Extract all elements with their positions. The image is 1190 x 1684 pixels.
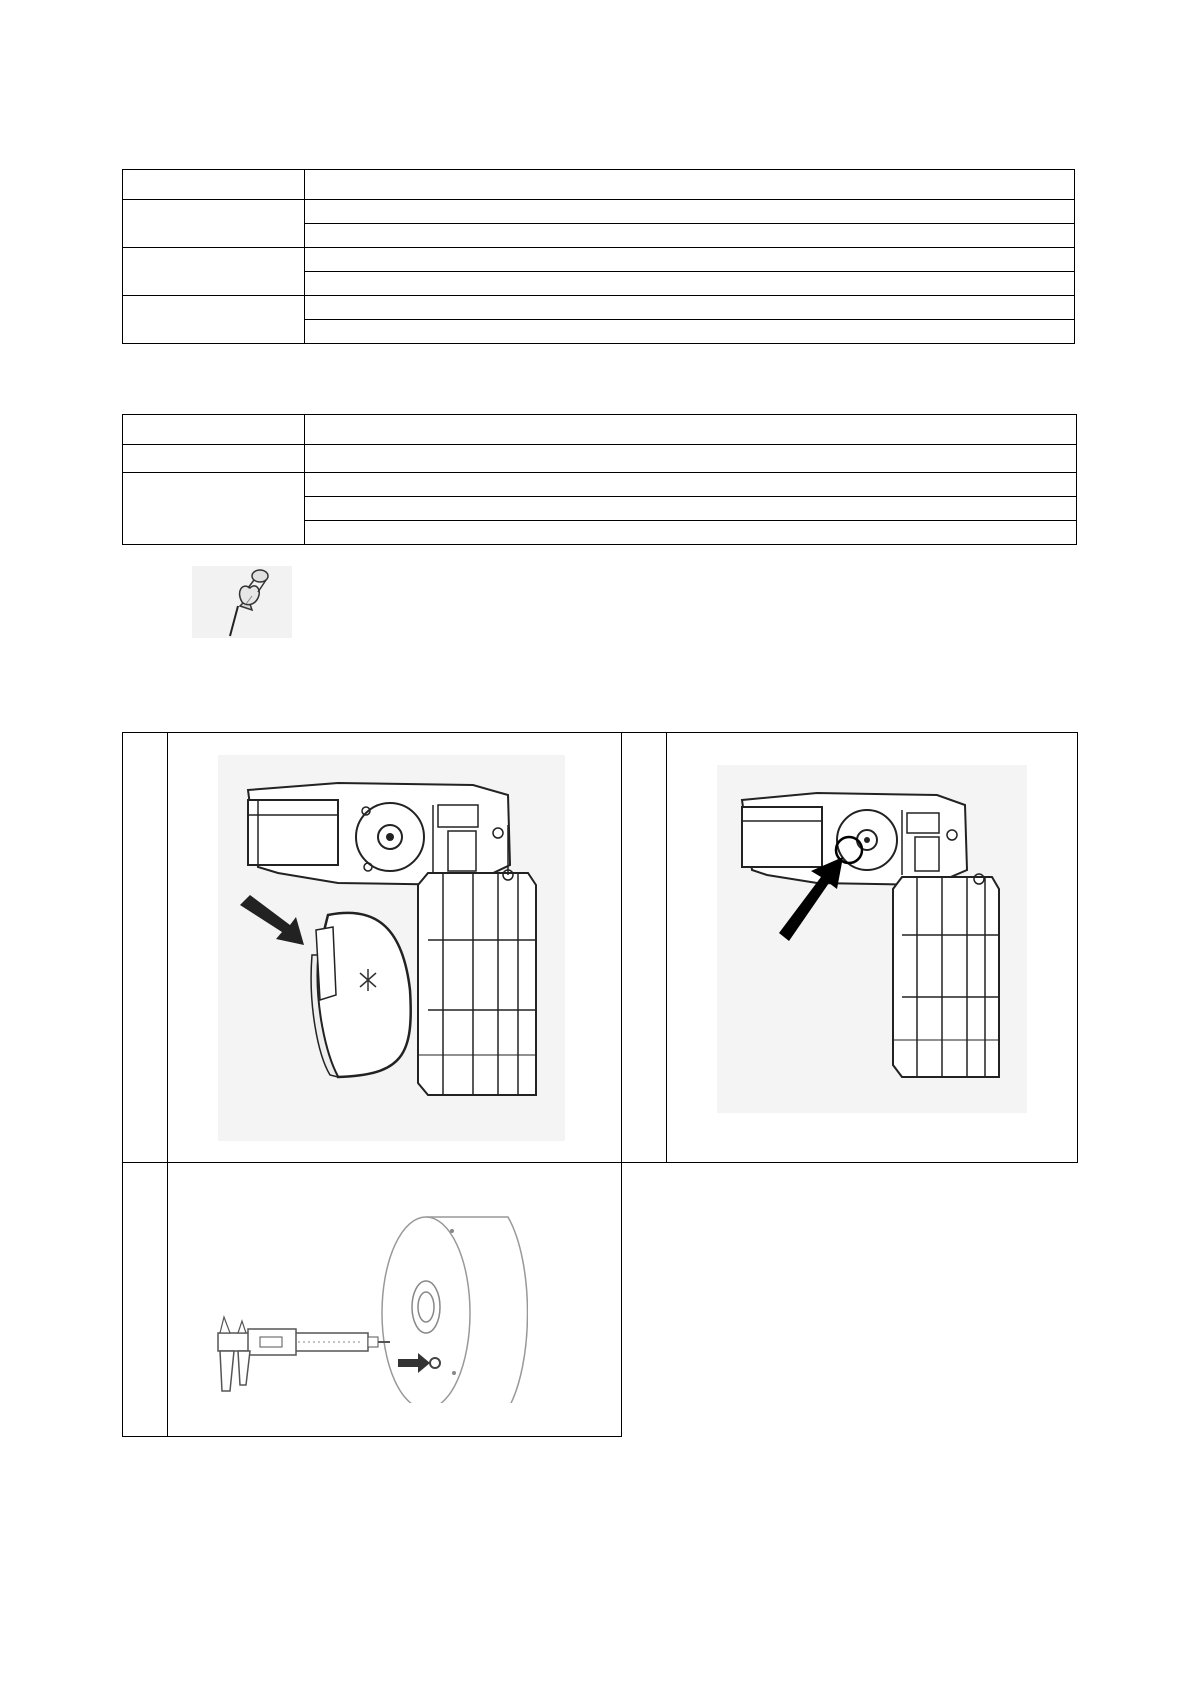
table-row [123,473,1077,497]
table1-label-2 [123,200,305,248]
step-1-figure-cell [168,733,622,1163]
step-3-figure-cell [168,1163,622,1437]
table2-label-2 [123,445,305,473]
table-row [123,296,1075,320]
step-2-figure-cell [667,733,1078,1163]
table1-label-4 [123,296,305,344]
table2-cell-3a [305,473,1077,497]
table-row [123,200,1075,224]
table1-cell-2b [305,224,1075,248]
table-row [123,248,1075,272]
step-3-number [123,1163,168,1437]
table-row [123,415,1077,445]
table2-label-1 [123,415,305,445]
pushpin-icon [192,566,292,638]
table2-cell-1 [305,415,1077,445]
motor-with-cover-removed-illustration [218,755,565,1141]
table1-cell-3a [305,248,1075,272]
table1-cell-4b [305,320,1075,344]
table1-cell-2a [305,200,1075,224]
arrow-pointing-to-bolt-illustration [717,765,1027,1113]
spec-table-2 [122,414,1077,545]
table-row [123,733,1078,1163]
table1-cell-3b [305,272,1075,296]
figure-table [122,732,1078,1437]
table2-cell-2 [305,445,1077,473]
table1-label-3 [123,248,305,296]
table1-cell-1 [305,170,1075,200]
table-row [123,1163,1078,1437]
table-row [123,170,1075,200]
table1-cell-4a [305,296,1075,320]
step-1-number [123,733,168,1163]
table2-label-3 [123,473,305,545]
table-row [123,445,1077,473]
table1-label-1 [123,170,305,200]
spec-table-1 [122,169,1075,344]
step-2-number [622,733,667,1163]
table2-cell-3c [305,521,1077,545]
table2-cell-3b [305,497,1077,521]
caliper-measuring-brake-disc-illustration [208,1213,528,1403]
